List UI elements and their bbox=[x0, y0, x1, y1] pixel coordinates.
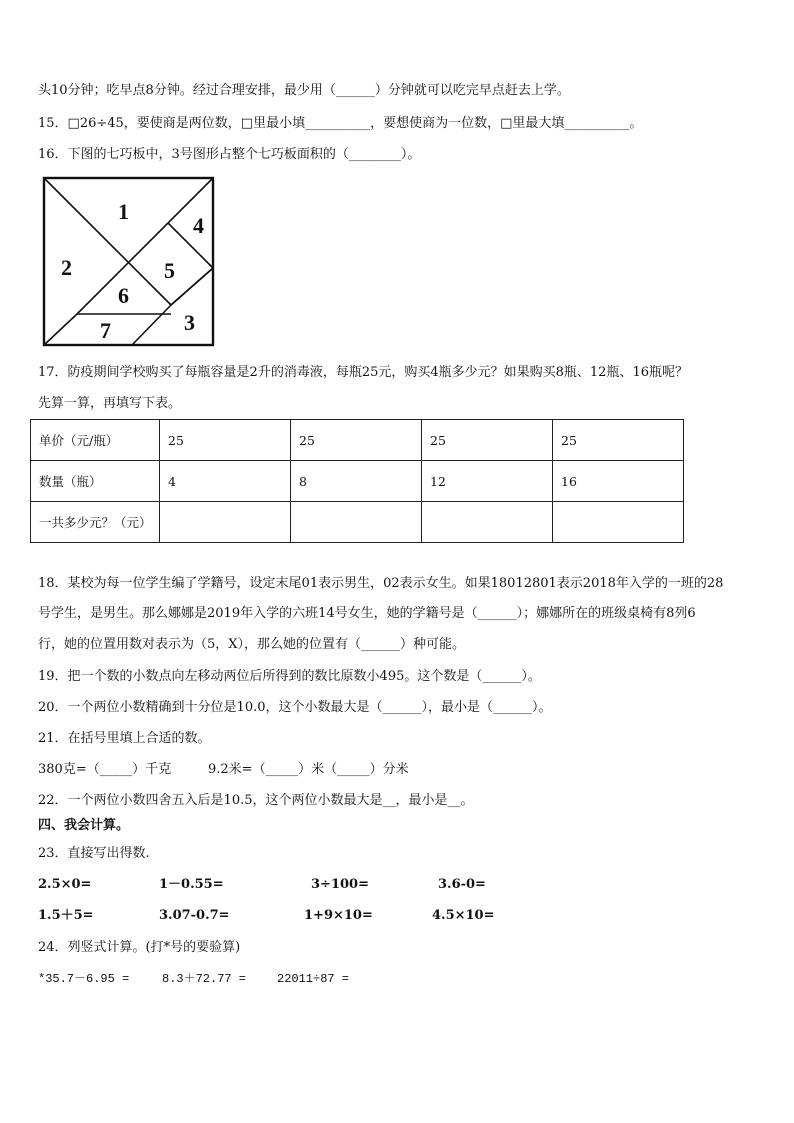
q18-line1: 18．某校为每一位学生编了学籍号，设定末尾01表示男生，02表示女生。如果18012801表示2018年入学的一班的28 bbox=[38, 576, 724, 591]
calc-item: 1+9×10= bbox=[304, 908, 373, 923]
tangram-label-1: 1 bbox=[118, 199, 129, 224]
table-cell: 4 bbox=[160, 461, 291, 502]
q21-part-a: 380克=（_____）千克 bbox=[38, 762, 172, 777]
calc-item: 4.5×10= bbox=[432, 908, 495, 923]
calc-item: 3.07-0.7= bbox=[159, 908, 230, 923]
calc-item: 2.5×0= bbox=[38, 877, 92, 892]
vertical-calc-item: 8.3＋72.77 = bbox=[162, 972, 247, 986]
q21: 21．在括号里填上合适的数。 bbox=[38, 731, 211, 746]
q17-line1: 17．防疫期间学校购买了每瓶容量是2升的消毒液，每瓶25元，购买4瓶多少元？如果购买8瓶、12瓶、16瓶呢？ bbox=[38, 365, 688, 380]
calc-item: 1.5＋5= bbox=[38, 908, 94, 923]
q22: 22．一个两位小数四舍五入后是10.5，这个两位小数最大是__，最小是__。 bbox=[38, 793, 474, 808]
table-cell: 数量（瓶） bbox=[31, 461, 160, 502]
calc-item: 3÷100= bbox=[311, 877, 369, 892]
table-cell: 8 bbox=[291, 461, 422, 502]
q20: 20．一个两位小数精确到十分位是10.0，这个小数最大是（______），最小是（______）。 bbox=[38, 700, 552, 715]
answer-cell[interactable] bbox=[291, 502, 422, 543]
table-cell: 16 bbox=[553, 461, 684, 502]
calc-item: 3.6-0= bbox=[438, 877, 486, 892]
q23: 23．直接写出得数. bbox=[38, 846, 150, 861]
tangram-figure bbox=[42, 176, 216, 348]
calc-item: 1－0.55= bbox=[159, 877, 224, 892]
table-cell: 单价（元/瓶） bbox=[31, 420, 160, 461]
tangram-label-4: 4 bbox=[193, 213, 204, 238]
q15: 15．□26÷45，要使商是两位数，□里最小填__________，要想使商为一位数，□里最大填__________。 bbox=[38, 116, 643, 131]
answer-cell[interactable] bbox=[422, 502, 553, 543]
q18-line3: 行，她的位置用数对表示为（5，X），那么她的位置有（______）种可能。 bbox=[38, 637, 466, 652]
price-table bbox=[30, 419, 684, 543]
table-cell: 25 bbox=[160, 420, 291, 461]
section-heading: 四、我会计算。 bbox=[38, 818, 130, 833]
table-cell: 12 bbox=[422, 461, 553, 502]
table-cell: 25 bbox=[553, 420, 684, 461]
table-row bbox=[31, 502, 684, 543]
table-cell: 25 bbox=[291, 420, 422, 461]
q17-line2: 先算一算，再填写下表。 bbox=[38, 396, 182, 411]
vertical-calc-item: 22011÷87 = bbox=[277, 972, 350, 986]
q19: 19．把一个数的小数点向左移动两位后所得到的数比原数小495。这个数是（______）。 bbox=[38, 669, 541, 684]
q21-part-b: 9.2米=（_____）米（_____）分米 bbox=[208, 762, 409, 777]
table-cell: 一共多少元？（元） bbox=[31, 502, 160, 543]
tangram-label-2: 2 bbox=[61, 255, 72, 280]
table-row bbox=[31, 461, 684, 502]
tangram-label-7: 7 bbox=[100, 318, 111, 343]
answer-cell[interactable] bbox=[553, 502, 684, 543]
tangram-label-5: 5 bbox=[164, 258, 175, 283]
q14-tail: 头10分钟；吃早点8分钟。经过合理安排，最少用（______）分钟就可以吃完早点赶去上学。 bbox=[38, 83, 570, 98]
table-row bbox=[31, 420, 684, 461]
q18-line2: 号学生，是男生。那么娜娜是2019年入学的六班14号女生，她的学籍号是（______）；娜娜所在的班级桌椅有8列6 bbox=[38, 606, 696, 621]
q24: 24．列竖式计算。(打*号的要验算) bbox=[38, 940, 241, 955]
tangram-label-3: 3 bbox=[184, 310, 195, 335]
tangram-label-6: 6 bbox=[118, 283, 129, 308]
q16: 16．下图的七巧板中，3号图形占整个七巧板面积的（________）。 bbox=[38, 147, 421, 162]
vertical-calc-item: *35.7－6.95 = bbox=[38, 972, 130, 986]
answer-cell[interactable] bbox=[160, 502, 291, 543]
table-cell: 25 bbox=[422, 420, 553, 461]
